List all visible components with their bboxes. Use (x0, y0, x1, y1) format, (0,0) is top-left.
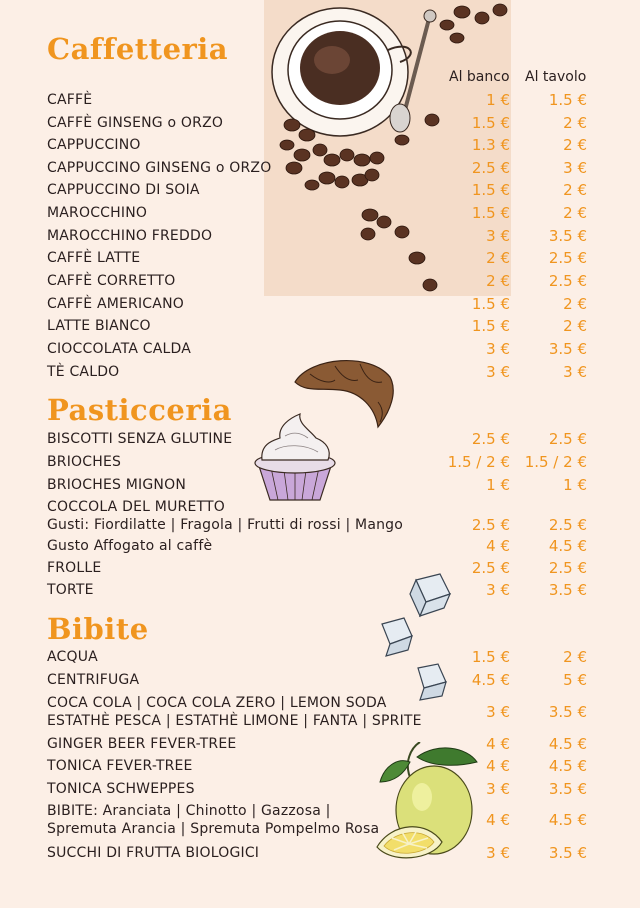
price-banco: 1.5 € (471, 295, 510, 313)
section-title-bibite: Bibite (47, 612, 149, 646)
price-tavolo: 2 € (563, 114, 587, 132)
menu-row (47, 695, 597, 731)
item-name: FROLLE (47, 560, 102, 576)
price-tavolo: 2.5 € (548, 249, 587, 267)
column-header-banco: Al banco (449, 69, 510, 85)
price-banco: 2.5 € (471, 430, 510, 448)
price-banco: 1.5 / 2 € (447, 453, 510, 471)
price-tavolo: 2.5 € (548, 559, 587, 577)
price-banco: 4 € (486, 757, 510, 775)
column-header-tavolo: Al tavolo (525, 69, 587, 85)
price-tavolo: 4.5 € (548, 735, 587, 753)
price-tavolo: 4.5 € (548, 811, 587, 829)
item-name: CAPPUCCINO DI SOIA (47, 182, 200, 198)
item-name: TORTE (47, 582, 94, 598)
price-tavolo: 4.5 € (548, 757, 587, 775)
price-banco: 1.3 € (471, 136, 510, 154)
price-banco: 2.5 € (471, 516, 510, 534)
price-banco: 2.5 € (471, 159, 510, 177)
item-name: COCA COLA | COCA COLA ZERO | LEMON SODA (47, 695, 387, 711)
item-name: MAROCCHINO FREDDO (47, 228, 213, 244)
price-banco: 3 € (486, 363, 510, 381)
item-name: BRIOCHES MIGNON (47, 477, 186, 493)
price-banco: 4 € (486, 735, 510, 753)
item-name: LATTE BIANCO (47, 318, 151, 334)
price-banco: 2.5 € (471, 559, 510, 577)
price-banco: 3 € (486, 581, 510, 599)
price-tavolo: 2.5 € (548, 272, 587, 290)
price-banco: 3 € (486, 780, 510, 798)
section-title-caffetteria: Caffetteria (47, 32, 229, 66)
price-tavolo: 2 € (563, 136, 587, 154)
price-banco: 4 € (486, 537, 510, 555)
item-name: MAROCCHINO (47, 205, 148, 221)
price-banco: 3 € (486, 844, 510, 862)
ice-cubes-icon (378, 572, 458, 702)
price-banco: 1.5 € (471, 317, 510, 335)
item-name: CAPPUCCINO (47, 137, 141, 153)
price-banco: 4 € (486, 811, 510, 829)
price-banco: 2 € (486, 272, 510, 290)
price-tavolo: 2 € (563, 317, 587, 335)
item-name: Gusto Affogato al caffè (47, 538, 213, 554)
price-tavolo: 2 € (563, 648, 587, 666)
section-title-pasticceria: Pasticceria (47, 393, 232, 427)
price-tavolo: 2.5 € (548, 430, 587, 448)
item-name: CAFFÈ (47, 92, 93, 108)
price-tavolo: 3.5 € (548, 340, 587, 358)
item-name: CAPPUCCINO GINSENG o ORZO (47, 160, 272, 176)
price-tavolo: 2.5 € (548, 516, 587, 534)
item-name: TONICA FEVER-TREE (47, 758, 193, 774)
menu-row (47, 803, 597, 839)
price-banco: 2 € (486, 249, 510, 267)
price-banco: 3 € (486, 227, 510, 245)
item-name: BISCOTTI SENZA GLUTINE (47, 431, 233, 447)
price-tavolo: 2 € (563, 295, 587, 313)
price-tavolo: 2 € (563, 204, 587, 222)
price-banco: 1.5 € (471, 648, 510, 666)
item-name: CIOCCOLATA CALDA (47, 341, 192, 357)
item-name: ACQUA (47, 649, 98, 665)
item-name: CENTRIFUGA (47, 672, 140, 688)
item-name: TÈ CALDO (47, 364, 120, 380)
price-banco: 4.5 € (471, 671, 510, 689)
price-tavolo: 5 € (563, 671, 587, 689)
item-name: CAFFÈ GINSENG o ORZO (47, 115, 224, 131)
item-name: BIBITE: Aranciata | Chinotto | Gazzosa | (47, 803, 331, 819)
price-tavolo: 4.5 € (548, 537, 587, 555)
price-tavolo: 1.5 € (548, 91, 587, 109)
item-name: CAFFÈ AMERICANO (47, 296, 184, 312)
price-tavolo: 3 € (563, 363, 587, 381)
price-tavolo: 3.5 € (548, 227, 587, 245)
item-name: CAFFÈ LATTE (47, 250, 141, 266)
item-name-line2: Spremuta Arancia | Spremuta Pompelmo Rosa (47, 821, 380, 837)
item-name: SUCCHI DI FRUTTA BIOLOGICI (47, 845, 260, 861)
cupcake-icon (250, 408, 340, 503)
item-name: GINGER BEER FEVER-TREE (47, 736, 237, 752)
item-name: Gusti: Fiordilatte | Fragola | Frutti di rossi | Mango (47, 517, 404, 533)
price-banco: 3 € (486, 340, 510, 358)
price-banco: 3 € (486, 703, 510, 721)
item-name: CAFFÈ CORRETTO (47, 273, 176, 289)
price-tavolo: 3.5 € (548, 703, 587, 721)
price-tavolo: 3 € (563, 159, 587, 177)
price-banco: 1.5 € (471, 181, 510, 199)
price-banco: 1 € (486, 91, 510, 109)
item-name: BRIOCHES (47, 454, 122, 470)
price-banco: 1.5 € (471, 114, 510, 132)
price-tavolo: 1 € (563, 476, 587, 494)
item-name: COCCOLA DEL MURETTO (47, 499, 225, 515)
price-banco: 1.5 € (471, 204, 510, 222)
price-banco: 1 € (486, 476, 510, 494)
price-tavolo: 3.5 € (548, 780, 587, 798)
price-tavolo: 3.5 € (548, 844, 587, 862)
price-tavolo: 3.5 € (548, 581, 587, 599)
price-tavolo: 1.5 / 2 € (524, 453, 587, 471)
price-tavolo: 2 € (563, 181, 587, 199)
item-name: TONICA SCHWEPPES (47, 781, 195, 797)
item-name-line2: ESTATHÈ PESCA | ESTATHÈ LIMONE | FANTA | SPRITE (47, 713, 422, 729)
